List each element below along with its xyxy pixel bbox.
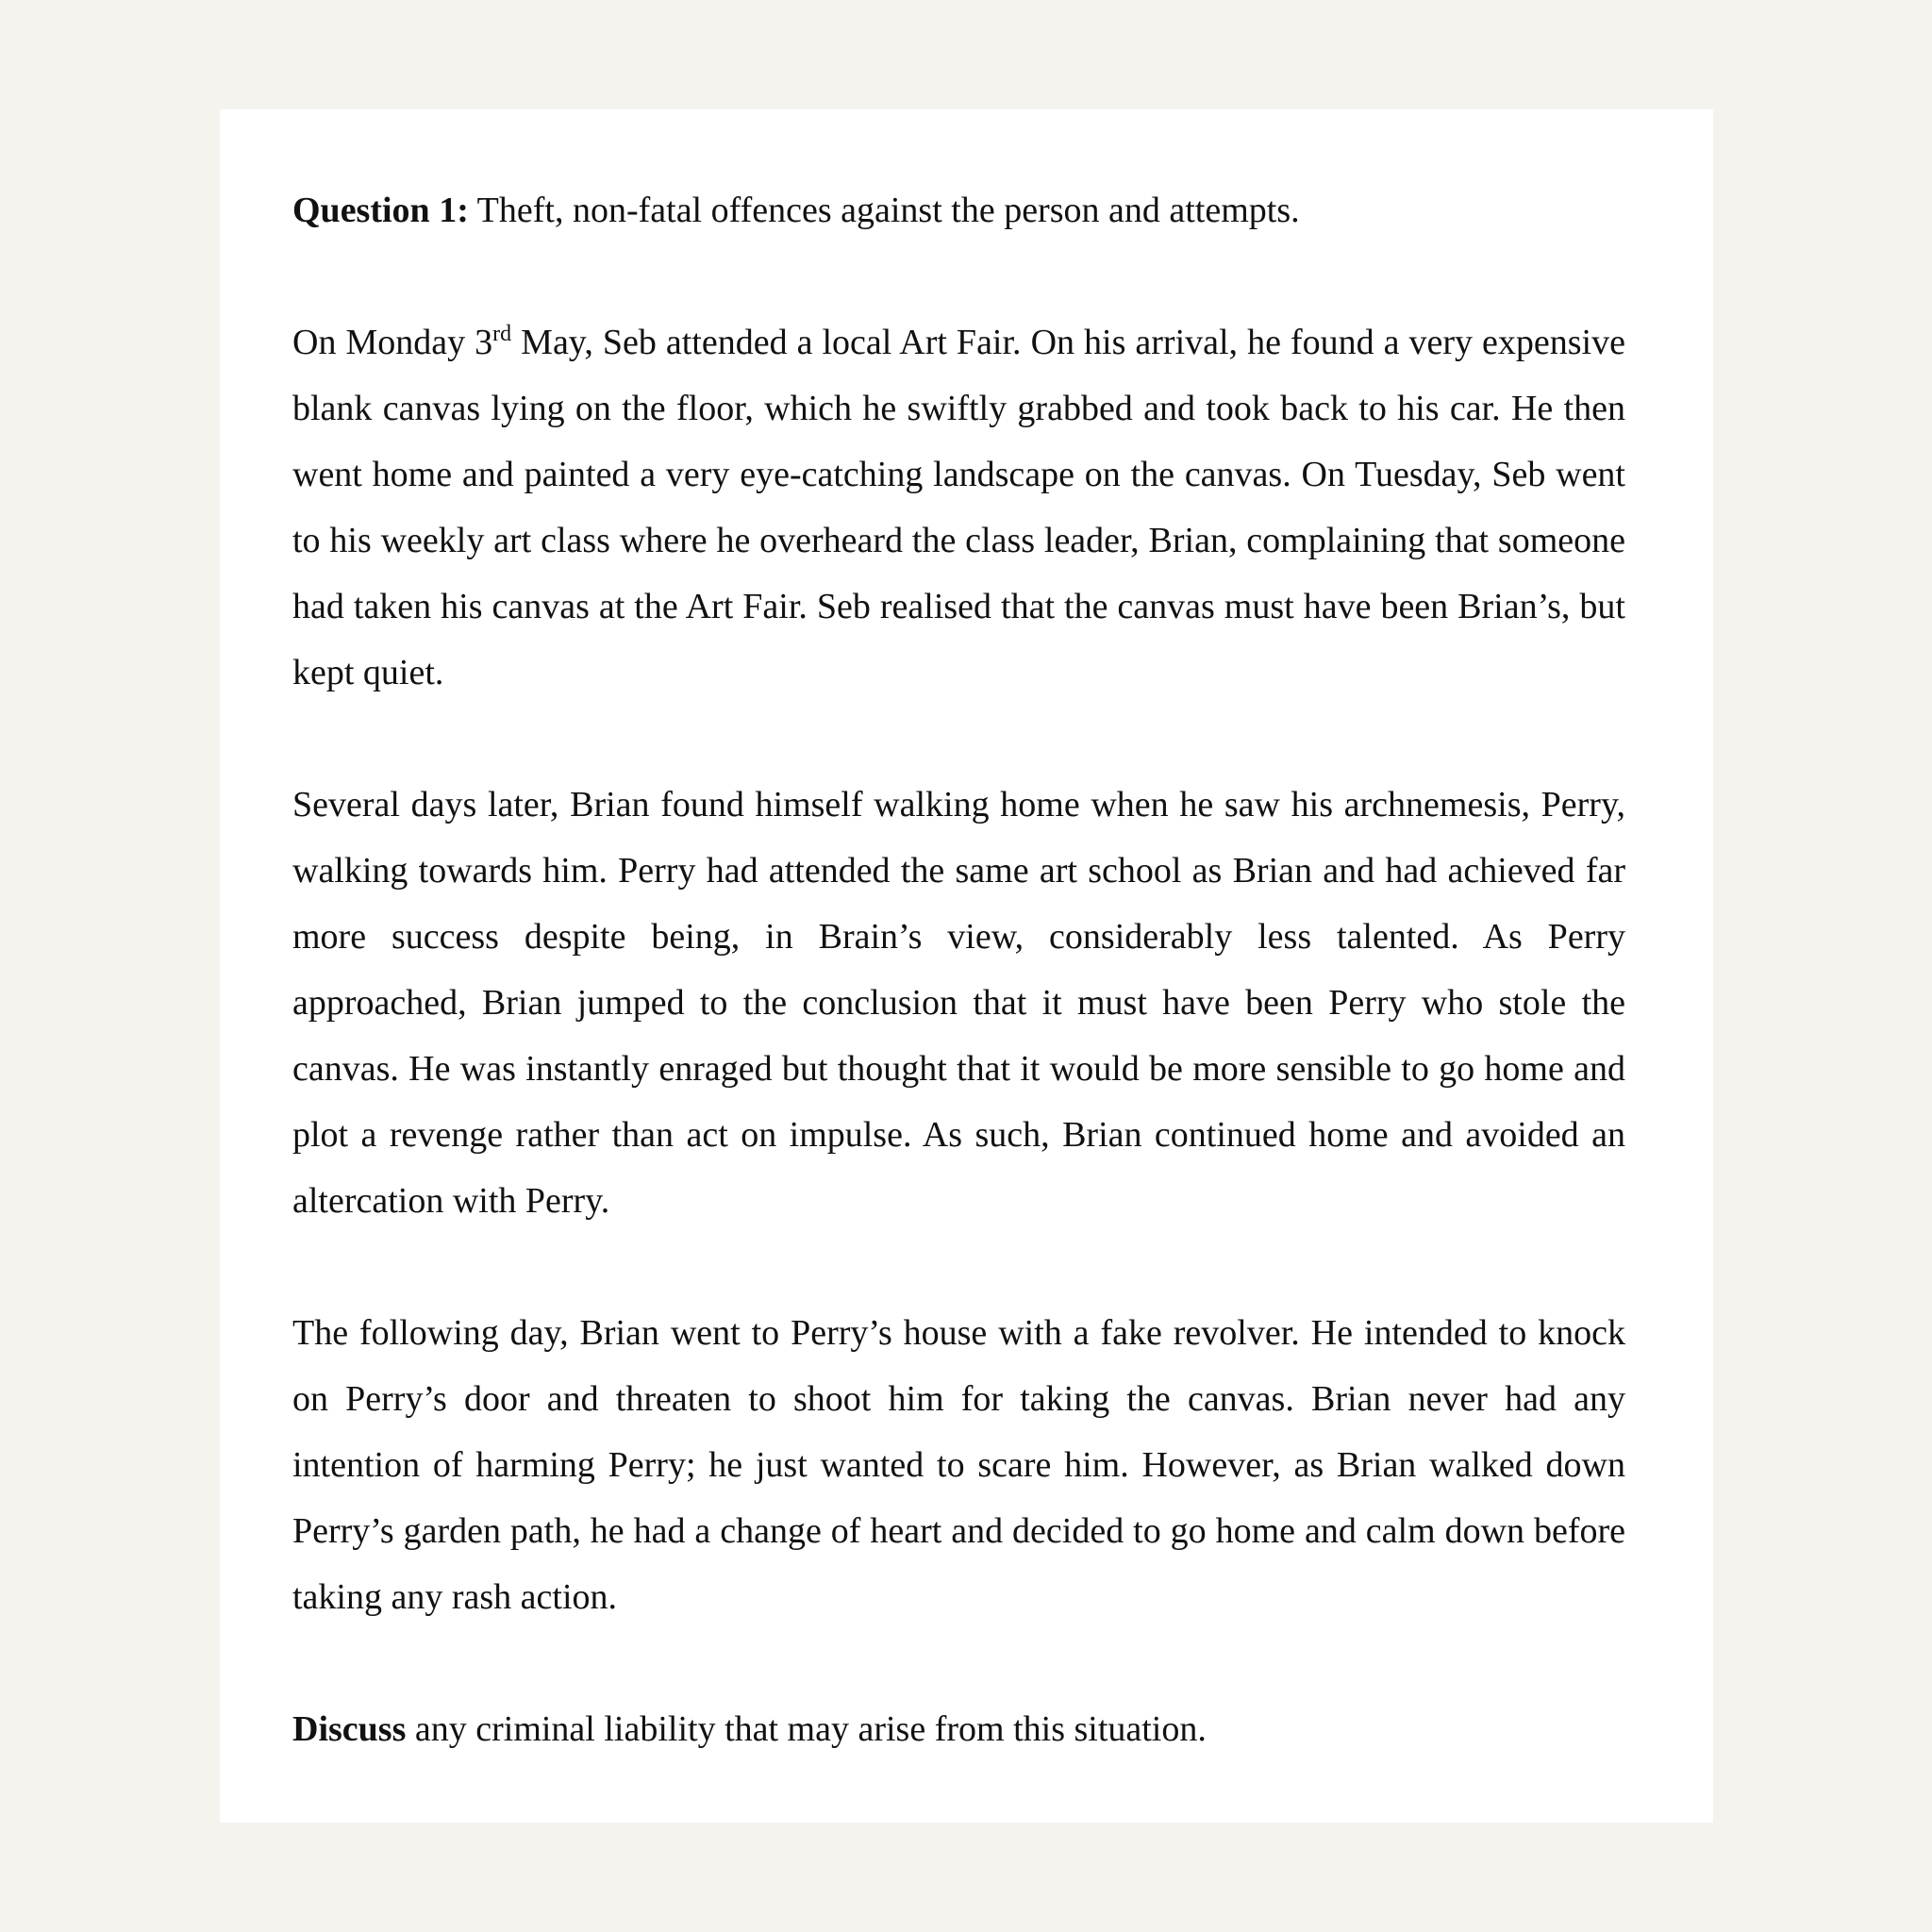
paragraph-3: The following day, Brian went to Perry’s house with a fake revolver. He intended to knock on Perry’s door and threaten to shoot him for taking the canvas. Brian never had any intention of harming Perry; he just wanted to scare him. However, as Brian walked down Perry’s garden path, he had a change of heart and decided to go home and calm down before taking any rash action.: [292, 1313, 1625, 1617]
document-content: [292, 177, 1625, 1762]
document-page: [220, 109, 1713, 1823]
instruction-keyword: Discuss: [292, 1709, 407, 1749]
instruction-text: any criminal liability that may arise from this situation.: [406, 1709, 1207, 1749]
instruction-line: [292, 1696, 1625, 1762]
question-label: Question 1:: [292, 191, 469, 230]
ordinal-suffix: rd: [492, 322, 512, 346]
paragraph-2: Several days later, Brian found himself walking home when he saw his archnemesis, Perry, walking towards him. Perry had attended the same art school as Brian and had achieved far more success despite being, in Brain’s view, considerably less talented. As Perry approached, Brian jumped to the conclusion that it must have been Perry who stole the canvas. He was instantly enraged but thought that it would be more sensible to go home and plot a revenge rather than act on impulse. As such, Brian continued home and avoided an altercation with Perry.: [292, 785, 1625, 1221]
paragraph-1: [292, 309, 1625, 706]
paragraph-1-start: On Monday 3: [292, 323, 493, 362]
question-title: Theft, non-fatal offences against the person and attempts.: [468, 191, 1300, 230]
question-heading: [292, 177, 1625, 243]
paragraph-1-rest: May, Seb attended a local Art Fair. On his arrival, he found a very expensive blank canvas lying on the floor, which he swiftly grabbed and took back to his car. He then went home and painted a very eye-catching landscape on the canvas. On Tuesday, Seb went to his weekly art class where he overheard the class leader, Brian, complaining that someone had taken his canvas at the Art Fair. Seb realised that the canvas must have been Brian’s, but kept quiet.: [292, 323, 1625, 692]
